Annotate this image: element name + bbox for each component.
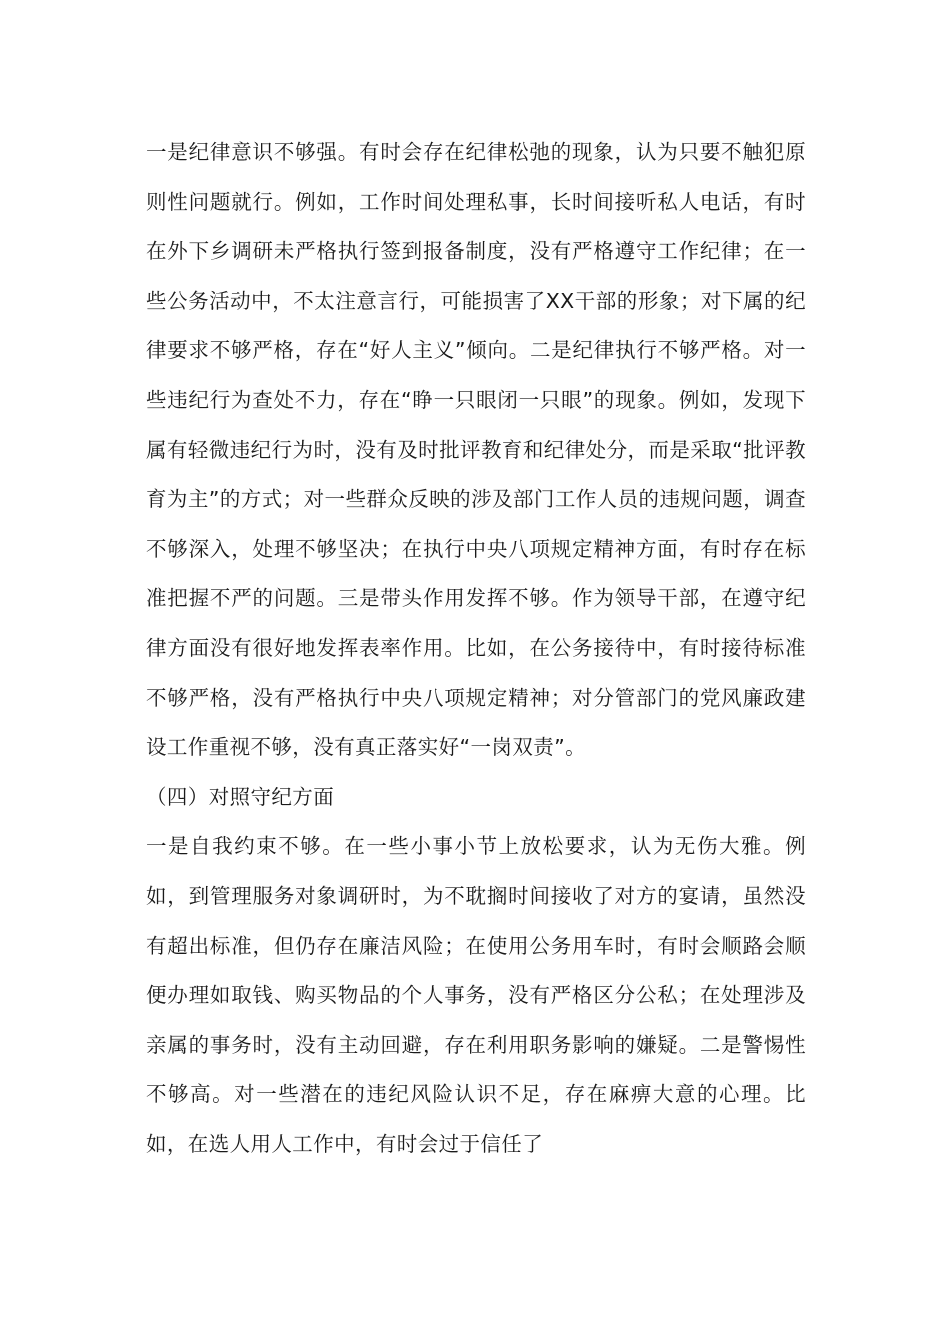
paragraph-discipline-awareness: 一是纪律意识不够强。有时会存在纪律松弛的现象，认为只要不触犯原则性问题就行。例如，工作时间处理私事，长时间接听私人电话，有时在外下乡调研未严格执行签到报备制度，没有严格遵守工作纪律；在一些公务活动中，不太注意言行，可能损害了XX干部的形象；对下属的纪律要求不够严格，存在“好人主义”倾向。二是纪律执行不够严格。对一些违纪行为查处不力，存在“睁一只眼闭一只眼”的现象。例如，发现下属有轻微违纪行为时，没有及时批评教育和纪律处分，而是采取“批评教育为主”的方式；对一些群众反映的涉及部门工作人员的违规问题，调查不够深入，处理不够坚决；在执行中央八项规定精神方面，有时存在标准把握不严的问题。三是带头作用发挥不够。作为领导干部，在遵守纪律方面没有很好地发挥表率作用。比如，在公务接待中，有时接待标准不够严格，没有严格执行中央八项规定精神；对分管部门的党风廉政建设工作重视不够，没有真正落实好“一岗双责”。 (146, 140, 806, 760)
paragraph-self-restraint: 一是自我约束不够。在一些小事小节上放松要求，认为无伤大雅。例如，到管理服务对象调研时，为不耽搁时间接收了对方的宴请，虽然没有超出标准，但仍存在廉洁风险；在使用公务用车时，有时会顺路会顺便办理如取钱、购买物品的个人事务，没有严格区分公私；在处理涉及亲属的事务时，没有主动回避，存在利用职务影响的嫌疑。二是警惕性不够高。对一些潜在的违纪风险认识不足，存在麻痹大意的心理。比如，在选人用人工作中，有时会过于信任了 (146, 834, 806, 1156)
document-body (146, 128, 806, 1169)
section-heading: （四）对照守纪方面 (146, 784, 335, 809)
